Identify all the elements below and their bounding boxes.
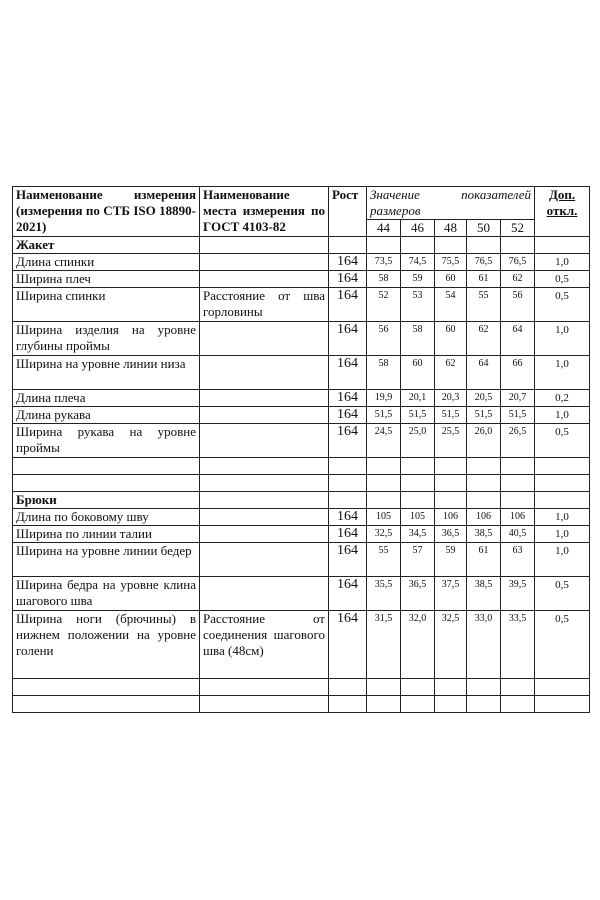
- height-value: 164: [329, 322, 367, 356]
- size-value: 26,5: [501, 424, 535, 458]
- height-value: 164: [329, 611, 367, 679]
- size-value: 19,9: [367, 390, 401, 407]
- size-value: 20,1: [401, 390, 435, 407]
- empty-cell: [367, 237, 401, 254]
- height-value: 164: [329, 577, 367, 611]
- empty-cell: [13, 679, 200, 696]
- size-value: 58: [401, 322, 435, 356]
- empty-cell: [329, 475, 367, 492]
- empty-cell: [13, 696, 200, 713]
- empty-cell: [329, 237, 367, 254]
- size-46: 46: [401, 220, 435, 237]
- size-value: 58: [367, 356, 401, 390]
- size-value: 60: [435, 271, 467, 288]
- size-value: 75,5: [435, 254, 467, 271]
- size-value: 25,0: [401, 424, 435, 458]
- deviation-value: 1,0: [535, 254, 590, 271]
- deviation-value: 1,0: [535, 407, 590, 424]
- empty-row: [13, 458, 590, 475]
- measurement-place: [200, 543, 329, 577]
- header-height: Рост: [329, 187, 367, 237]
- empty-cell: [401, 492, 435, 509]
- size-value: 25,5: [435, 424, 467, 458]
- empty-cell: [501, 475, 535, 492]
- size-value: 32,5: [367, 526, 401, 543]
- size-value: 106: [435, 509, 467, 526]
- size-value: 39,5: [501, 577, 535, 611]
- section-title: Брюки: [13, 492, 200, 509]
- size-value: 105: [367, 509, 401, 526]
- empty-cell: [501, 679, 535, 696]
- empty-cell: [535, 237, 590, 254]
- size-value: 62: [435, 356, 467, 390]
- size-value: 36,5: [401, 577, 435, 611]
- table-row: [13, 611, 590, 679]
- empty-cell: [535, 458, 590, 475]
- empty-cell: [200, 696, 329, 713]
- size-value: 54: [435, 288, 467, 322]
- empty-row: [13, 475, 590, 492]
- empty-cell: [13, 458, 200, 475]
- size-value: 61: [467, 271, 501, 288]
- size-value: 33,0: [467, 611, 501, 679]
- size-value: 55: [467, 288, 501, 322]
- size-value: 31,5: [367, 611, 401, 679]
- measurement-name: Длина спинки: [13, 254, 200, 271]
- empty-cell: [13, 475, 200, 492]
- height-value: 164: [329, 271, 367, 288]
- size-value: 34,5: [401, 526, 435, 543]
- size-value: 55: [367, 543, 401, 577]
- size-value: 33,5: [501, 611, 535, 679]
- empty-cell: [200, 679, 329, 696]
- empty-cell: [329, 679, 367, 696]
- empty-row: [13, 679, 590, 696]
- deviation-value: 0,5: [535, 424, 590, 458]
- size-value: 64: [467, 356, 501, 390]
- empty-cell: [329, 492, 367, 509]
- size-value: 58: [367, 271, 401, 288]
- empty-cell: [435, 458, 467, 475]
- measurement-place: [200, 424, 329, 458]
- size-value: 24,5: [367, 424, 401, 458]
- empty-cell: [367, 458, 401, 475]
- size-value: 57: [401, 543, 435, 577]
- deviation-value: 1,0: [535, 322, 590, 356]
- empty-cell: [467, 458, 501, 475]
- size-value: 51,5: [401, 407, 435, 424]
- height-value: 164: [329, 424, 367, 458]
- size-50: 50: [467, 220, 501, 237]
- deviation-value: 0,5: [535, 577, 590, 611]
- size-value: 51,5: [501, 407, 535, 424]
- size-value: 40,5: [501, 526, 535, 543]
- measurement-name: Ширина плеч: [13, 271, 200, 288]
- measurement-place: [200, 356, 329, 390]
- measurement-place: [200, 509, 329, 526]
- size-value: 105: [401, 509, 435, 526]
- size-value: 56: [501, 288, 535, 322]
- empty-cell: [501, 237, 535, 254]
- section-header-row: [13, 492, 590, 509]
- size-value: 73,5: [367, 254, 401, 271]
- empty-cell: [367, 475, 401, 492]
- table-row: [13, 356, 590, 390]
- header-deviation: Доп. откл.: [535, 187, 590, 237]
- measurement-name: Ширина спинки: [13, 288, 200, 322]
- size-value: 53: [401, 288, 435, 322]
- size-value: 61: [467, 543, 501, 577]
- empty-row: [13, 696, 590, 713]
- size-44: 44: [367, 220, 401, 237]
- size-value: 60: [435, 322, 467, 356]
- height-value: 164: [329, 390, 367, 407]
- table-row: [13, 288, 590, 322]
- deviation-value: 1,0: [535, 543, 590, 577]
- empty-cell: [329, 696, 367, 713]
- height-value: 164: [329, 543, 367, 577]
- height-value: 164: [329, 509, 367, 526]
- empty-cell: [467, 237, 501, 254]
- table-row: [13, 424, 590, 458]
- measurement-name: Ширина изделия на уровне глубины проймы: [13, 322, 200, 356]
- size-value: 106: [501, 509, 535, 526]
- header-measurement-place: Наименование места измерения по ГОСТ 4103-82: [200, 187, 329, 237]
- deviation-value: 1,0: [535, 356, 590, 390]
- size-value: 26,0: [467, 424, 501, 458]
- measurement-name: Ширина рукава на уровне проймы: [13, 424, 200, 458]
- empty-cell: [435, 679, 467, 696]
- table-row: [13, 254, 590, 271]
- measurement-place: [200, 407, 329, 424]
- measurement-place: Расстояние от шва горловины: [200, 288, 329, 322]
- size-value: 20,7: [501, 390, 535, 407]
- size-48: 48: [435, 220, 467, 237]
- table-row: [13, 509, 590, 526]
- empty-cell: [435, 475, 467, 492]
- measurement-name: Ширина ноги (брючины) в нижнем положении на уровне голени: [13, 611, 200, 679]
- size-value: 106: [467, 509, 501, 526]
- size-value: 66: [501, 356, 535, 390]
- height-value: 164: [329, 288, 367, 322]
- measurement-name: Длина по боковому шву: [13, 509, 200, 526]
- empty-cell: [200, 237, 329, 254]
- height-value: 164: [329, 526, 367, 543]
- measurement-name: Ширина на уровне линии низа: [13, 356, 200, 390]
- size-value: 20,3: [435, 390, 467, 407]
- measurement-name: Длина плеча: [13, 390, 200, 407]
- empty-cell: [467, 492, 501, 509]
- size-value: 32,0: [401, 611, 435, 679]
- measurement-name: Ширина по линии талии: [13, 526, 200, 543]
- empty-cell: [435, 492, 467, 509]
- empty-cell: [367, 696, 401, 713]
- measurement-place: [200, 322, 329, 356]
- empty-cell: [535, 696, 590, 713]
- deviation-value: 1,0: [535, 509, 590, 526]
- measurements-table: [12, 186, 590, 713]
- size-value: 60: [401, 356, 435, 390]
- empty-cell: [467, 696, 501, 713]
- size-value: 64: [501, 322, 535, 356]
- table-row: [13, 407, 590, 424]
- empty-cell: [535, 475, 590, 492]
- size-value: 32,5: [435, 611, 467, 679]
- table-row: [13, 577, 590, 611]
- empty-cell: [401, 679, 435, 696]
- empty-cell: [200, 475, 329, 492]
- empty-cell: [501, 696, 535, 713]
- section-title: Жакет: [13, 237, 200, 254]
- measurement-place: [200, 271, 329, 288]
- measurement-name: Длина рукава: [13, 407, 200, 424]
- empty-cell: [501, 492, 535, 509]
- size-value: 59: [435, 543, 467, 577]
- empty-cell: [401, 696, 435, 713]
- section-header-row: [13, 237, 590, 254]
- empty-cell: [535, 492, 590, 509]
- size-value: 35,5: [367, 577, 401, 611]
- empty-cell: [435, 696, 467, 713]
- size-value: 62: [501, 271, 535, 288]
- measurement-name: Ширина бедра на уровне клина шагового шва: [13, 577, 200, 611]
- size-value: 74,5: [401, 254, 435, 271]
- size-value: 59: [401, 271, 435, 288]
- size-value: 51,5: [435, 407, 467, 424]
- empty-cell: [367, 679, 401, 696]
- table-row: [13, 390, 590, 407]
- size-value: 51,5: [367, 407, 401, 424]
- height-value: 164: [329, 407, 367, 424]
- deviation-value: 0,5: [535, 611, 590, 679]
- size-value: 36,5: [435, 526, 467, 543]
- size-value: 51,5: [467, 407, 501, 424]
- deviation-value: 0,5: [535, 271, 590, 288]
- size-value: 63: [501, 543, 535, 577]
- empty-cell: [501, 458, 535, 475]
- size-value: 52: [367, 288, 401, 322]
- deviation-value: 1,0: [535, 526, 590, 543]
- table-row: [13, 271, 590, 288]
- empty-cell: [401, 475, 435, 492]
- header-row: [13, 187, 590, 220]
- table-row: [13, 526, 590, 543]
- size-value: 37,5: [435, 577, 467, 611]
- empty-cell: [329, 458, 367, 475]
- empty-cell: [367, 492, 401, 509]
- header-values: Значение показателей размеров: [367, 187, 535, 220]
- size-value: 62: [467, 322, 501, 356]
- size-value: 76,5: [501, 254, 535, 271]
- table-row: [13, 322, 590, 356]
- height-value: 164: [329, 356, 367, 390]
- size-value: 20,5: [467, 390, 501, 407]
- empty-cell: [200, 492, 329, 509]
- empty-cell: [467, 679, 501, 696]
- table-row: [13, 543, 590, 577]
- measurement-name: Ширина на уровне линии бедер: [13, 543, 200, 577]
- empty-cell: [467, 475, 501, 492]
- empty-cell: [401, 458, 435, 475]
- size-value: 56: [367, 322, 401, 356]
- empty-cell: [535, 679, 590, 696]
- empty-cell: [435, 237, 467, 254]
- measurement-place: [200, 254, 329, 271]
- size-52: 52: [501, 220, 535, 237]
- measurement-place: Расстояние от соединения шагового шва (48см): [200, 611, 329, 679]
- size-value: 38,5: [467, 526, 501, 543]
- measurement-place: [200, 577, 329, 611]
- header-measurement-name: Наименование измерения (измерения по СТБ ISO 18890-2021): [13, 187, 200, 237]
- empty-cell: [401, 237, 435, 254]
- empty-cell: [200, 458, 329, 475]
- deviation-value: 0,5: [535, 288, 590, 322]
- height-value: 164: [329, 254, 367, 271]
- size-value: 76,5: [467, 254, 501, 271]
- measurement-place: [200, 526, 329, 543]
- size-value: 38,5: [467, 577, 501, 611]
- measurement-place: [200, 390, 329, 407]
- deviation-value: 0,2: [535, 390, 590, 407]
